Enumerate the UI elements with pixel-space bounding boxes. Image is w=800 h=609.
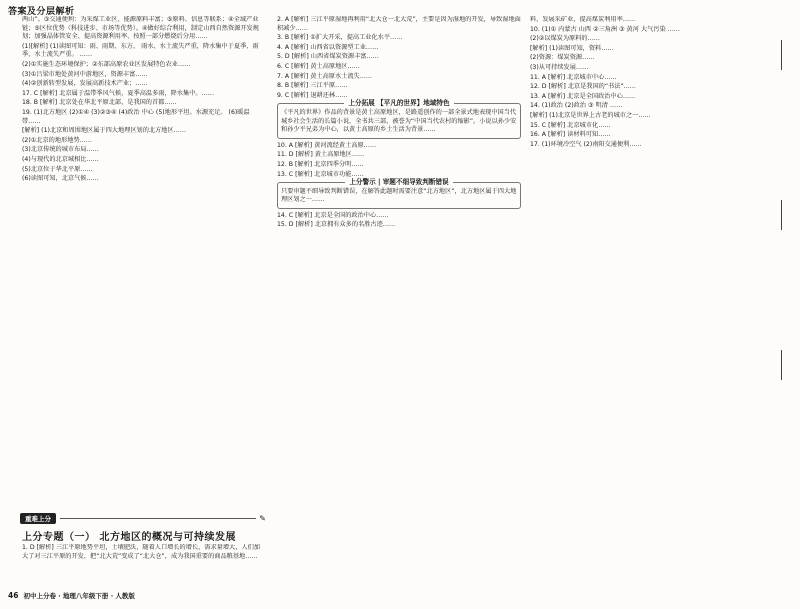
paragraph: (2)①实施生态环境保护；②东部高原农业区发展特色农业…… (22, 60, 191, 68)
paragraph: 11. A [解析] 北京城市中心…… (530, 73, 617, 81)
paragraph: (5)北京位于华北平原…… (22, 165, 93, 173)
paragraph: 12. D [解析] 北京是我国的“书法”…… (530, 83, 636, 91)
edge-mark (781, 200, 796, 230)
paragraph: 14. C [解析] 北京是全国的政治中心…… (277, 211, 389, 219)
paragraph: 15. C [解析] 北京城市化…… (530, 121, 611, 129)
paragraph: 1. D [解析] 三江平原地势平坦，土壤肥沃，随着人口增长的增长，需求量增大，人们加大了对三江平原的开发，把“北大荒”变成了“北大仓”，成为我国重要的商品粮基地…… (22, 544, 260, 560)
paragraph: (3)从可持续发展…… (530, 63, 589, 71)
paragraph: 6. C [解析] 黄土高原地区…… (277, 62, 360, 70)
paragraph: 11. D [解析] 黄土高原地区…… (277, 151, 365, 159)
paragraph: 17. C [解析] 北京属于温带季风气候，夏季高温多雨，降水集中。…… (22, 89, 214, 97)
paragraph: [解析] (1)北京和周围地区属于四大地理区划的北方地区…… (22, 127, 187, 135)
pen-icon: ✎ (259, 513, 266, 523)
paragraph: 5. D [解析] 山西省煤炭资源丰富…… (277, 53, 379, 61)
paragraph: 18. B [解析] 北京处在华北平原北部，是我国的首都…… (22, 99, 177, 107)
paragraph: 10. A [解析] 黄河流经黄土高原…… (277, 141, 377, 149)
paragraph: 10. (1)① 内蒙古 山西 ②三角洲 ③ 黄河 大气污染 …… (530, 25, 680, 33)
paragraph: (3)北京传统的城市布局…… (22, 146, 99, 154)
paragraph: 两山”。③交通便利：为采煤工业区、能源原料丰富；⑤原料、信息等联系；④全域产业链；⑤区位优势（科技进步、市场等优势）。④做好综合利用，制定山西自然资源开发规划；加强晶体管安全、提高资源利用率、按照一部分燃烧后分用…… (22, 16, 259, 41)
paragraph: 9. C [解析] 退耕还林…… (277, 91, 348, 99)
extension-box (277, 99, 521, 138)
paragraph: (4)与现代的北京城相比…… (22, 155, 99, 163)
paragraph: 4. A [解析] 山西省以资源型工业…… (277, 43, 379, 51)
paragraph: [解析] (1)北京是世界上古老的城市之一…… (530, 111, 651, 119)
edge-mark (781, 350, 796, 380)
unit-body (22, 544, 266, 584)
column-left (22, 16, 266, 510)
header-tag: 答案及分层解析 (8, 6, 75, 17)
paragraph: 料，发展采矿业，提高煤炭利用率…… (530, 16, 636, 23)
box-title: 上分警示 | 审题不细导致判断错误 (345, 178, 452, 187)
section-label: 重难上分 (20, 513, 56, 524)
paragraph: 15. D [解析] 北京拥有众多的名胜古迹…… (277, 221, 396, 229)
column-middle (277, 16, 521, 588)
box-text: 只要审题不细导致判断错误，在解答此题时需要注意“北方地区”，北方地区属于四大地理区划之一…… (281, 187, 517, 204)
section-divider (20, 512, 266, 524)
paragraph: 13. A [解析] 北京是全国政治中心…… (530, 92, 636, 100)
book-title: 初中上分卷 · 地理八年级下册 · 人教版 (23, 591, 135, 600)
paragraph: (6)读图可知，北京气候…… (22, 175, 99, 183)
paragraph: (2)①北京的地形地势…… (22, 136, 92, 144)
paragraph: 2. A [解析] 三江平原湿地再利用“北大仓一北大荒”，主要是因为湿地的开发，导致湿地面积减少…… (277, 16, 521, 32)
box-text: 《平凡的世界》作品的背景是黄土高原地区，是路遥创作的一部全景式地表现中国当代城乡社会生活的长篇小说，全书共三部，被誉为“中国当代农村的缩影”。小说以孙少安和孙少平兄弟为中心，以黄土高原的乡土生活为背景…… (281, 108, 517, 134)
page-footer (8, 588, 268, 602)
unit-title: 上分专题（一） 北方地区的概况与可持续发展 (22, 532, 236, 543)
column-right (530, 16, 773, 588)
page-edge (778, 20, 800, 440)
paragraph: 3. B [解析] ①扩大开采，提高工业化水平…… (277, 34, 403, 42)
paragraph: (3)①吕梁市地处黄河中游地区，资源丰富…… (22, 70, 148, 78)
warning-box (277, 178, 521, 209)
edge-mark (781, 40, 796, 70)
paragraph: 16. A [解析] 读材料可知…… (530, 131, 611, 139)
paragraph: (4)②创新转型发展，发展高新技术产业；…… (22, 80, 148, 88)
box-title: 上分拓展 【平凡的世界】地域特色 (344, 99, 453, 108)
paragraph: (2)资源：煤炭资源…… (530, 54, 595, 62)
page-number: 46 (8, 590, 19, 600)
paragraph: 8. B [解析] 三江平原…… (277, 82, 348, 90)
paragraph: 14. (1)政治 (2)政治 ③ 明清 …… (530, 102, 623, 110)
paragraph: (1)[解析] (1)读图可知：雨、雨期、东方。 雨水、水土流失严重，降水集中于夏季、雨季，水土流失严重。 …… (22, 42, 259, 59)
paragraph: 17. (1)环境冷空气 (2)南阳交通便利…… (530, 140, 642, 148)
paragraph: (2)②以煤炭为原料的…… (530, 35, 600, 43)
divider-line (60, 518, 256, 519)
paragraph: 7. A [解析] 黄土高原水土流失…… (277, 72, 373, 80)
paragraph: 19. (1)北方地区 (2)①④ (3)②③④ (4)政治 中心 (5)地形平坦。水源充足。 (6)暖温带…… (22, 108, 250, 125)
paragraph: 13. C [解析] 北京城市功能…… (277, 170, 364, 178)
paragraph: 12. B [解析] 北京四季分明…… (277, 160, 364, 168)
paragraph: [解析] (1)读图可知，资料…… (530, 44, 614, 52)
